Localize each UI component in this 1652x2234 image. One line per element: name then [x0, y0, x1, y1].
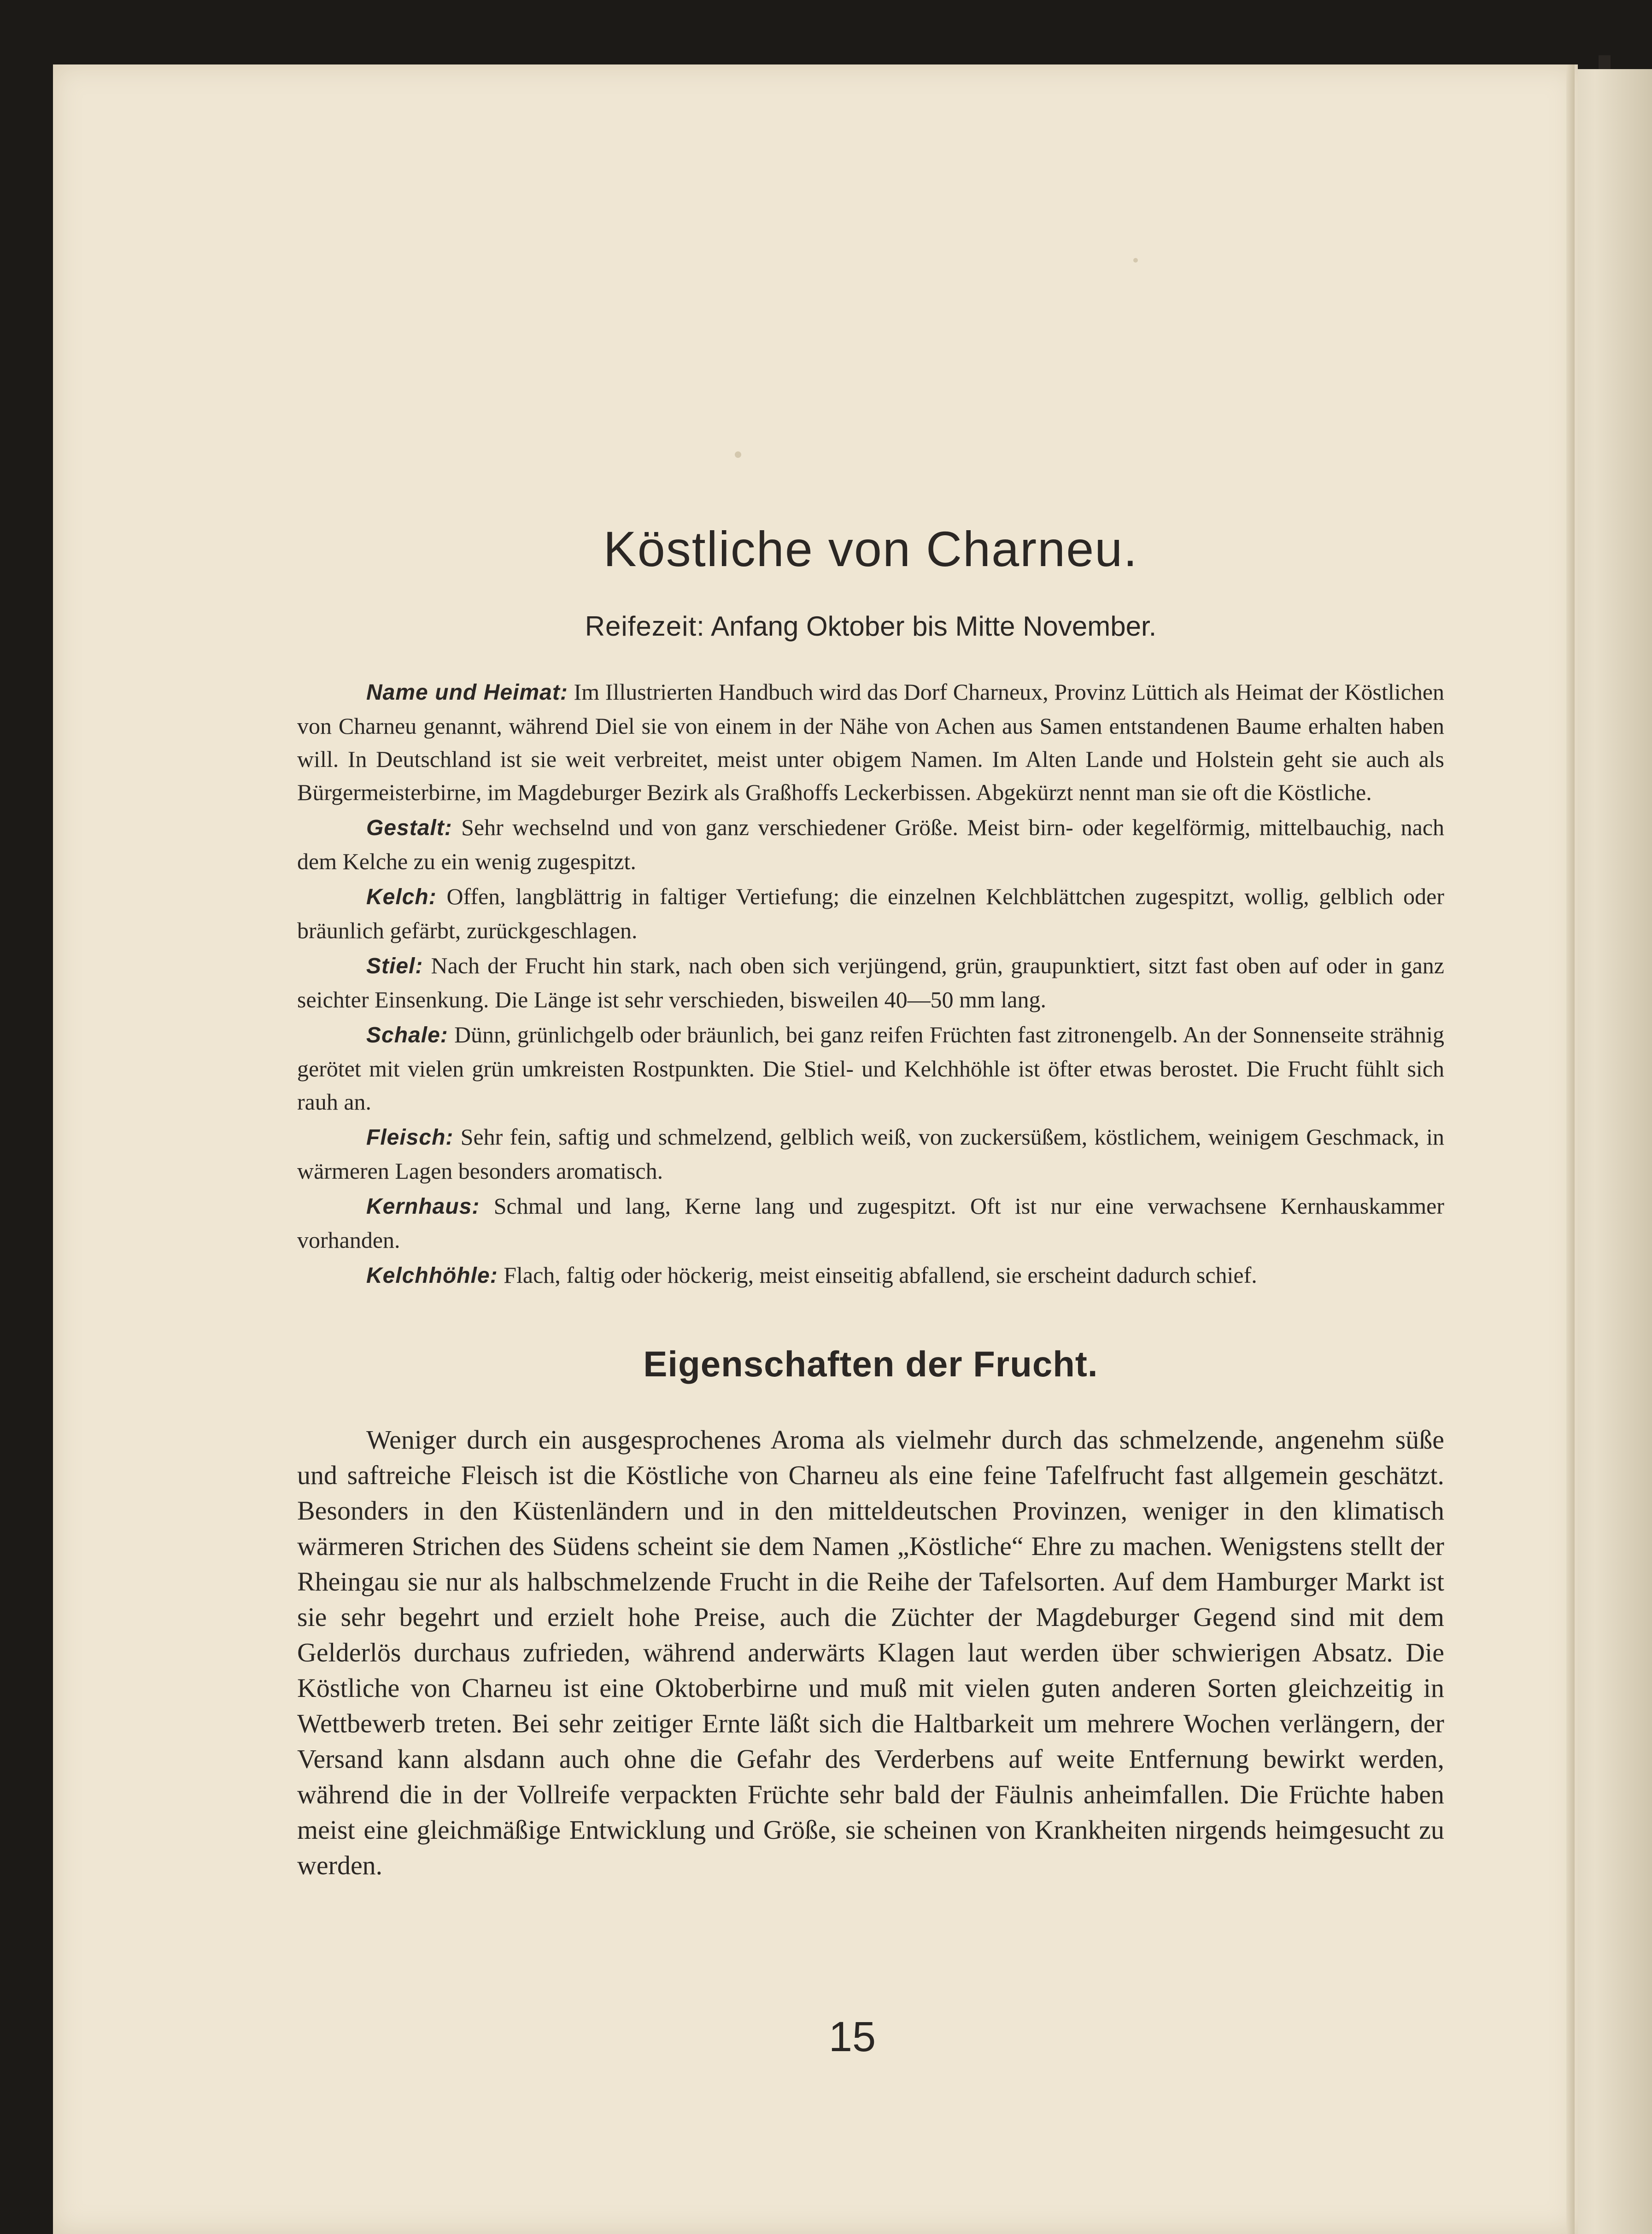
page-text-block: [297, 520, 1444, 1883]
section-paragraph: Weniger durch ein ausgesprochenes Aroma als vielmehr durch das schmelzende, angenehm süße und saftreiche Fleisch ist die Köstliche von Charneu als eine feine Tafelfrucht fast allgemein geschätzt. Besonders in den Küstenländern und in den mitteldeutschen Provinzen, weniger in den klimatisch wärmeren Strichen des Südens scheint sie dem Namen „Köstliche“ Ehre zu machen. Wenigstens stellt der Rheingau sie nur als halbschmelzende Frucht in die Reihe der Tafelsorten. Auf dem Hamburger Markt ist sie sehr begehrt und erzielt hohe Preise, auch die Züchter der Magdeburger Gegend sind mit dem Gelderlös durchaus zufrieden, während anderwärts Klagen laut werden über schwierigen Absatz. Die Köstliche von Charneu ist eine Oktoberbirne und muß mit vielen guten anderen Sorten gleichzeitig in Wettbewerb treten. Bei sehr zeitiger Ernte läßt sich die Haltbarkeit um mehrere Wochen verlängern, der Versand kann alsdann auch ohne die Gefahr des Verderbens auf weite Entfernung bewirkt werden, während die in der Vollreife verpackten Früchte sehr bald der Fäulnis anheimfallen. Die Früchte haben meist eine gleichmäßige Entwicklung und Größe, sie scheinen von Krankheiten nirgends heimgesucht zu werden.: [297, 1425, 1444, 1881]
entry-text: Im Illustrierten Handbuch wird das Dorf Charneux, Provinz Lüttich als Heimat der Köstlichen von Charneu genannt, während Diel sie von einem in der Nähe von Achen aus Samen entstandenen Baume erhalten haben will. In Deutschland ist sie weit verbreitet, meist unter obigem Namen. Im Alten Lande und Holstein geht sie auch als Bürgermeisterbirne, im Magdeburger Bezirk als Graßhoffs Leckerbissen. Abgekürzt nennt man sie oft die Köstliche.: [297, 679, 1445, 806]
entry-key: Fleisch:: [366, 1125, 454, 1150]
ripening-label: Reifezeit:: [585, 611, 705, 642]
entry-key: Kelch:: [366, 885, 437, 910]
entry-text: Dünn, grünlichgelb oder bräunlich, bei ganz reifen Früchten fast zitronengelb. An der Sonnenseite strähnig gerötet mit vielen grün umkreisten Rostpunkten. Die Stiel- und Kelchhöhle ist öfter etwas berostet. Die Frucht fühlt sich rauh an.: [297, 1022, 1444, 1115]
entry-text: Sehr wechselnd und von ganz verschiedener Größe. Meist birn- oder kegelförmig, mittelbauchig, nach dem Kelche zu ein wenig zugespitzt.: [297, 814, 1445, 875]
entry-text: Schmal und lang, Kerne lang und zugespitzt. Oft ist nur eine verwachsene Kernhauskammer vorhanden.: [297, 1193, 1444, 1253]
ripening-line: [297, 610, 1444, 643]
entry-key: Name und Heimat:: [366, 680, 568, 705]
entry-gestalt: [297, 811, 1444, 878]
entry-schale: [297, 1018, 1444, 1118]
entry-text: Sehr fein, saftig und schmelzend, gelblich weiß, von zuckersüßem, köstlichem, weinigem Geschmack, in wärmeren Lagen besonders aromatisch.: [297, 1124, 1444, 1184]
paper-speck: [735, 451, 741, 458]
entry-key: Stiel:: [366, 954, 423, 979]
ripening-value: Anfang Oktober bis Mitte November.: [711, 611, 1157, 642]
entry-key: Schale:: [366, 1023, 448, 1048]
entry-stiel: [297, 949, 1444, 1016]
page-fold-shadow: [1566, 64, 1575, 2234]
entry-key: Kernhaus:: [366, 1194, 480, 1219]
entry-kernhaus: [297, 1189, 1444, 1257]
entry-text: Offen, langblättrig in faltiger Vertiefung; die einzelnen Kelchblättchen zugespitzt, wollig, gelblich oder bräunlich gefärbt, zurückgeschlagen.: [297, 883, 1445, 944]
entry-text: Flach, faltig oder höckerig, meist einseitig abfallend, sie erscheint dadurch schief.: [504, 1262, 1257, 1288]
page-title: Köstliche von Charneu.: [603, 521, 1138, 577]
entry-key: Gestalt:: [366, 816, 452, 841]
section-heading: Eigenschaften der Frucht.: [643, 1344, 1098, 1385]
entry-key: Kelchhöhle:: [366, 1263, 498, 1288]
entry-fleisch: [297, 1120, 1444, 1187]
entry-kelchhoehle: [297, 1258, 1444, 1292]
paper-speck: [1133, 258, 1138, 263]
entry-kelch: [297, 880, 1444, 947]
page-number: 15: [828, 2013, 876, 2060]
entry-text: Nach der Frucht hin stark, nach oben sich verjüngend, grün, graupunktiert, sitzt fast oben auf oder in ganz seichter Einsenkung. Die Länge ist sehr verschieden, bisweilen 40—50 mm lang.: [297, 953, 1444, 1013]
entry-name-heimat: [297, 675, 1444, 809]
